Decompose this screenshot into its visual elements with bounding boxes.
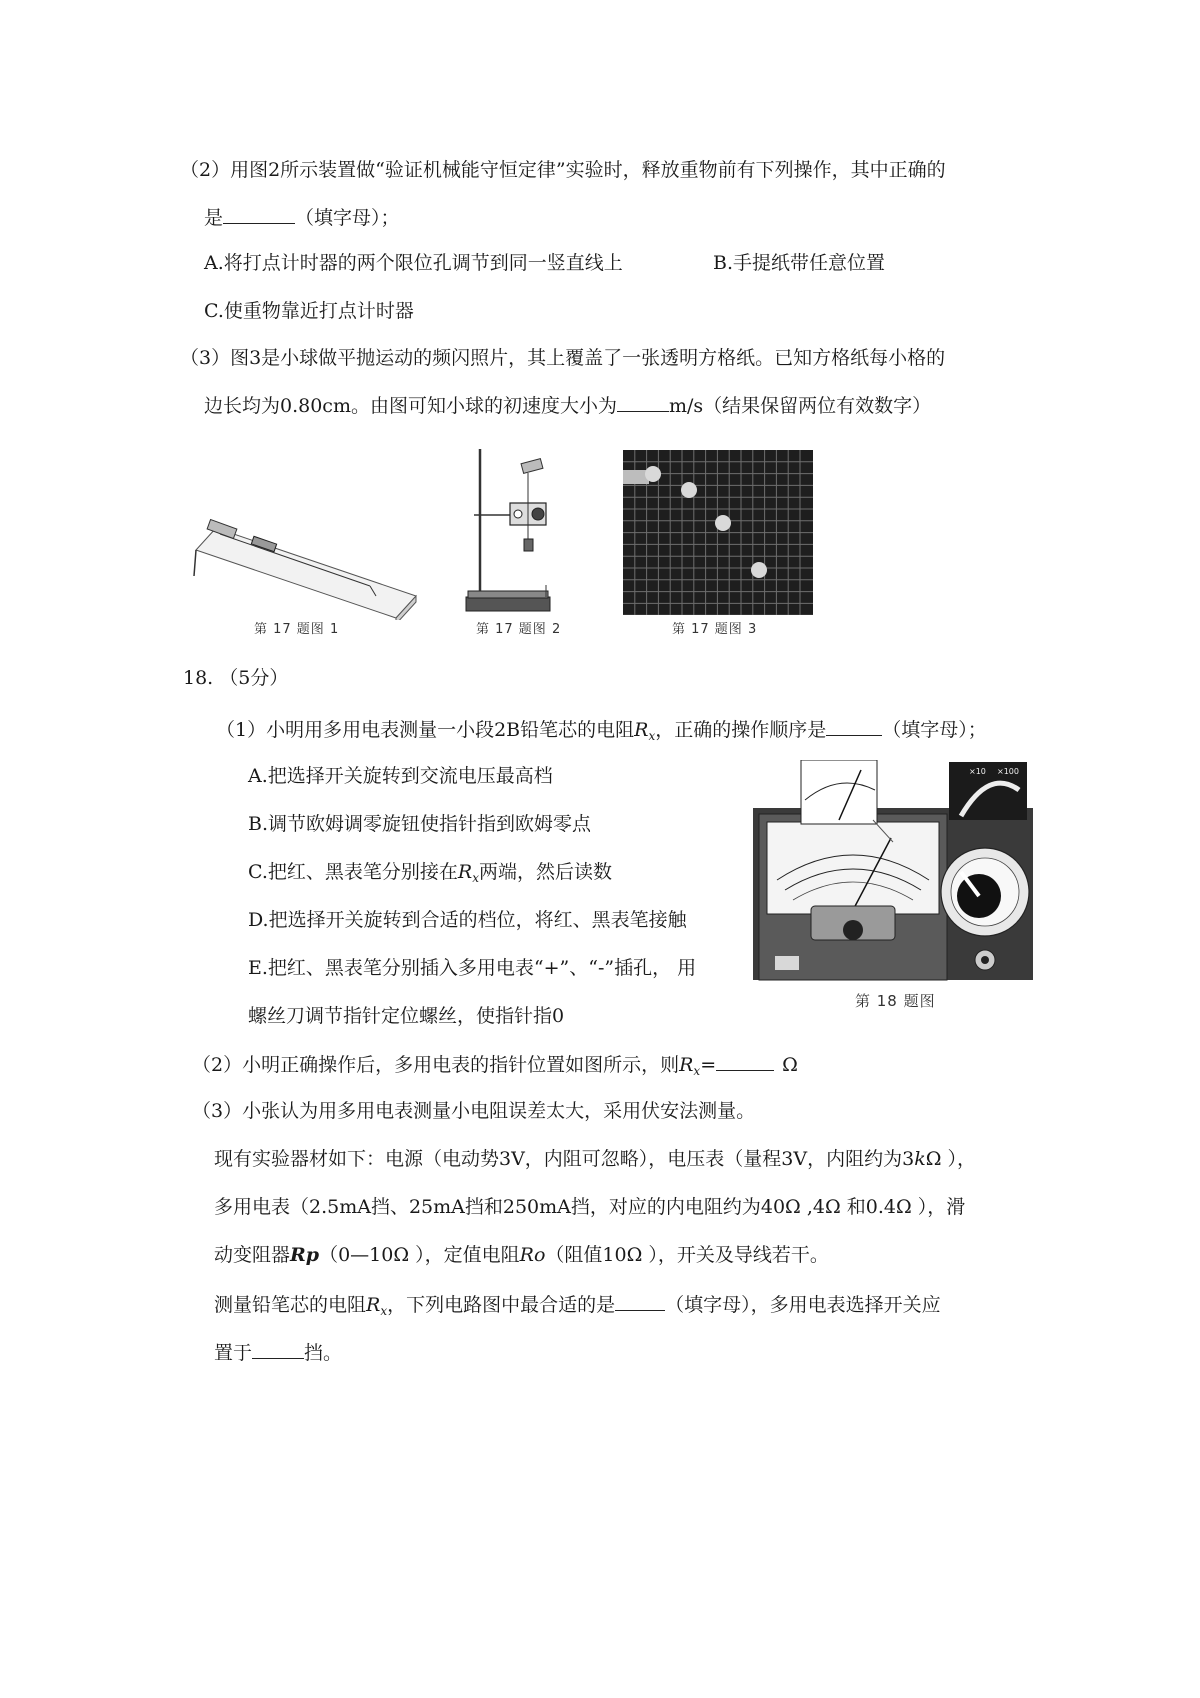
q18-option-e: E.把红、黑表笔分别插入多用电表“+”、“-”插孔， 用: [248, 957, 697, 979]
ball-position-1: [645, 466, 661, 482]
q18-p1: [216, 715, 987, 743]
q17-p2-line2-post: （填字母）；: [295, 207, 400, 229]
figure-17-3-strobe-grid: [623, 450, 813, 615]
measure-line-1-pre: 测量铅笔芯的电阻: [214, 1294, 367, 1316]
q17-option-c: C.使重物靠近打点计时器: [204, 300, 414, 322]
figure-17-1-caption: 第 17 题图 1: [254, 622, 340, 637]
answer-blank: [252, 1338, 304, 1359]
q17-p3-line2-post: m/s（结果保留两位有效数字）: [668, 395, 932, 417]
q17-p2-line2-pre: 是: [204, 207, 224, 229]
rp-symbol: Rp: [290, 1244, 320, 1266]
kilo-symbol: k: [914, 1148, 926, 1170]
ball-position-4: [751, 562, 767, 578]
q18-option-e-cont: 螺丝刀调节指针定位螺丝，使指针指0: [248, 1005, 565, 1027]
r-subscript: x: [648, 729, 656, 743]
q17-option-a: A.将打点计时器的两个限位孔调节到同一竖直线上: [204, 252, 623, 274]
answer-blank: [716, 1050, 774, 1071]
measure-line-2: [214, 1338, 342, 1366]
figure-17-3-caption: 第 17 题图 3: [672, 622, 758, 637]
figure-17-2-stand-apparatus: [460, 445, 560, 615]
q18-p1-pre: （1）小明用多用电表测量一小段2B铅笔芯的电阻: [216, 719, 635, 741]
q17-option-b: B.手提纸带任意位置: [713, 252, 886, 274]
q17-p2-line1: （2）用图2所示装置做“验证机械能守恒定律”实验时，释放重物前有下列操作，其中正确的: [180, 159, 946, 181]
q18-option-b: B.调节欧姆调零旋钮使指针指到欧姆零点: [248, 813, 592, 835]
figure-17-1-incline-apparatus: [190, 510, 420, 620]
r-subscript: x: [380, 1304, 388, 1318]
r-symbol: R: [457, 861, 473, 883]
q18-header: 18. （5分）: [183, 667, 289, 689]
q18-option-d: D.把选择开关旋转到合适的档位，将红、黑表笔接触: [248, 909, 687, 931]
q18-option-c: [248, 859, 612, 885]
equipment-line-3-mid: （0—10Ω ），定值电阻: [319, 1244, 520, 1266]
q17-p2-line2: [204, 203, 400, 231]
measure-line-1-post: ，下列电路图中最合适的是: [387, 1294, 616, 1316]
figure-18-caption: 第 18 题图: [855, 992, 936, 1010]
measure-line-2-post: 挡。: [304, 1342, 343, 1364]
equipment-line-1-pre: 现有实验器材如下：电源（电动势3V，内阻可忽略），电压表（量程3V，内阻约为3: [214, 1148, 915, 1170]
answer-blank: [617, 391, 669, 412]
q17-p3-line1: （3）图3是小球做平抛运动的频闪照片，其上覆盖了一张透明方格纸。已知方格纸每小格的: [180, 347, 946, 369]
q18-p3: （3）小张认为用多用电表测量小电阻误差太大，采用伏安法测量。: [192, 1100, 756, 1122]
range-label-x100: ×100: [997, 767, 1019, 776]
range-label-x10: ×10: [969, 767, 986, 776]
answer-blank: [615, 1290, 665, 1311]
measure-line-1: [214, 1290, 941, 1318]
measure-line-2-pre: 置于: [214, 1342, 253, 1364]
q18-p2: [192, 1050, 798, 1078]
q18-p1-post: （填字母）；: [882, 719, 987, 741]
q18-option-c-pre: C.把红、黑表笔分别接在: [248, 861, 458, 883]
q18-p2-equals: =: [700, 1054, 717, 1076]
equipment-line-3-post: （阻值10Ω ），开关及导线若干。: [545, 1244, 829, 1266]
r-subscript: x: [472, 871, 479, 885]
equipment-line-2: 多用电表（2.5mA挡、25mA挡和250mA挡，对应的内电阻约为40Ω ,4Ω 和0.4Ω ），滑: [214, 1196, 966, 1218]
equipment-line-3: [214, 1242, 829, 1268]
equipment-line-1-post: Ω ），: [925, 1148, 977, 1170]
q18-p1-mid: ，正确的操作顺序是: [655, 719, 827, 741]
figure-17-2-caption: 第 17 题图 2: [476, 622, 562, 637]
q17-p3-line2: [204, 391, 931, 419]
ohm-unit: Ω: [782, 1054, 798, 1076]
measure-line-1-end: （填字母），多用电表选择开关应: [665, 1294, 941, 1316]
q18-p2-pre: （2）小明正确操作后，多用电表的指针位置如图所示，则: [192, 1054, 680, 1076]
q18-option-a: A.把选择开关旋转到交流电压最高档: [248, 765, 553, 787]
q17-p3-line2-pre: 边长均为0.80cm。由图可知小球的初速度大小为: [204, 395, 617, 417]
answer-blank: [223, 203, 295, 224]
ro-symbol: Ro: [519, 1244, 546, 1266]
figure-18-multimeter: [753, 760, 1033, 985]
equipment-line-3-pre: 动变阻器: [214, 1244, 291, 1266]
r-subscript: x: [693, 1064, 701, 1078]
ball-position-3: [715, 515, 731, 531]
q18-option-c-post: 两端，然后读数: [479, 861, 613, 883]
r-symbol: R: [366, 1294, 381, 1316]
equipment-line-1: [214, 1146, 976, 1172]
answer-blank: [826, 715, 882, 736]
ball-position-2: [681, 482, 697, 498]
r-symbol: R: [634, 719, 649, 741]
r-symbol: R: [679, 1054, 694, 1076]
